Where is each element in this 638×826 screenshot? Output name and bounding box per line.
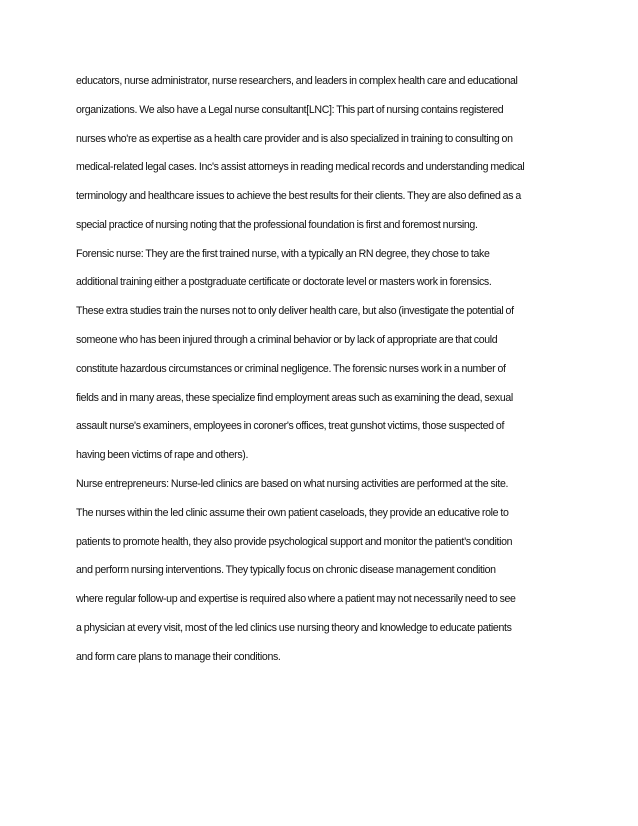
paragraph-line: patients to promote health, they also provide psychological support and monitor the patient’s condition — [76, 535, 513, 548]
paragraph-line: educators, nurse administrator, nurse researchers, and leaders in complex health care and educational — [76, 75, 518, 87]
paragraph-line: where regular follow-up and expertise is required also where a patient may not necessarily need to see — [76, 593, 516, 606]
paragraph-line: The nurses within the led clinic assume their own patient caseloads, they provide an educative role to — [76, 506, 509, 519]
paragraph-1 — [76, 72, 576, 235]
paragraph-2 — [76, 245, 576, 466]
paragraph-line: and form care plans to manage their conditions. — [76, 650, 281, 663]
paragraph-line: someone who has been injured through a criminal behavior or by lack of appropriate are that could — [76, 334, 498, 347]
paragraph-line: organizations. We also have a Legal nurse consultant[LNC]: This part of nursing contains registered — [76, 103, 504, 116]
paragraph-line: terminology and healthcare issues to achieve the best results for their clients. They are also defined as a — [76, 190, 521, 203]
paragraph-3 — [76, 475, 576, 667]
paragraph-line: special practice of nursing noting that the professional foundation is first and foremost nursing. — [76, 218, 478, 231]
paragraph-line: Forensic nurse: They are the first trained nurse, with a typically an RN degree, they chose to take — [76, 247, 490, 260]
paragraph-line: fields and in many areas, these specialize find employment areas such as examining the dead, sexual — [76, 391, 513, 404]
paragraph-line: Nurse entrepreneurs: Nurse-led clinics are based on what nursing activities are performed at the site. — [76, 477, 509, 490]
document-body — [76, 72, 576, 676]
paragraph-line: These extra studies train the nurses not to only deliver health care, but also (investigate the potential of — [76, 305, 514, 318]
paragraph-line: and perform nursing interventions. They typically focus on chronic disease management condition — [76, 564, 496, 577]
paragraph-line: nurses who're as expertise as a health care provider and is also specialized in training to consulting on — [76, 132, 513, 145]
paragraph-line: assault nurse's examiners, employees in coroner's offices, treat gunshot victims, those suspected of — [76, 420, 505, 433]
paragraph-line: additional training either a postgraduate certificate or doctorate level or masters work in forensics. — [76, 276, 492, 289]
paragraph-line: medical-related legal cases. Inc's assist attorneys in reading medical records and understanding medical — [76, 161, 525, 174]
paragraph-line: a physician at every visit, most of the led clinics use nursing theory and knowledge to educate patients — [76, 621, 512, 634]
paragraph-line: having been victims of rape and others). — [76, 449, 249, 462]
paragraph-line: constitute hazardous circumstances or criminal negligence. The forensic nurses work in a number of — [76, 362, 506, 375]
